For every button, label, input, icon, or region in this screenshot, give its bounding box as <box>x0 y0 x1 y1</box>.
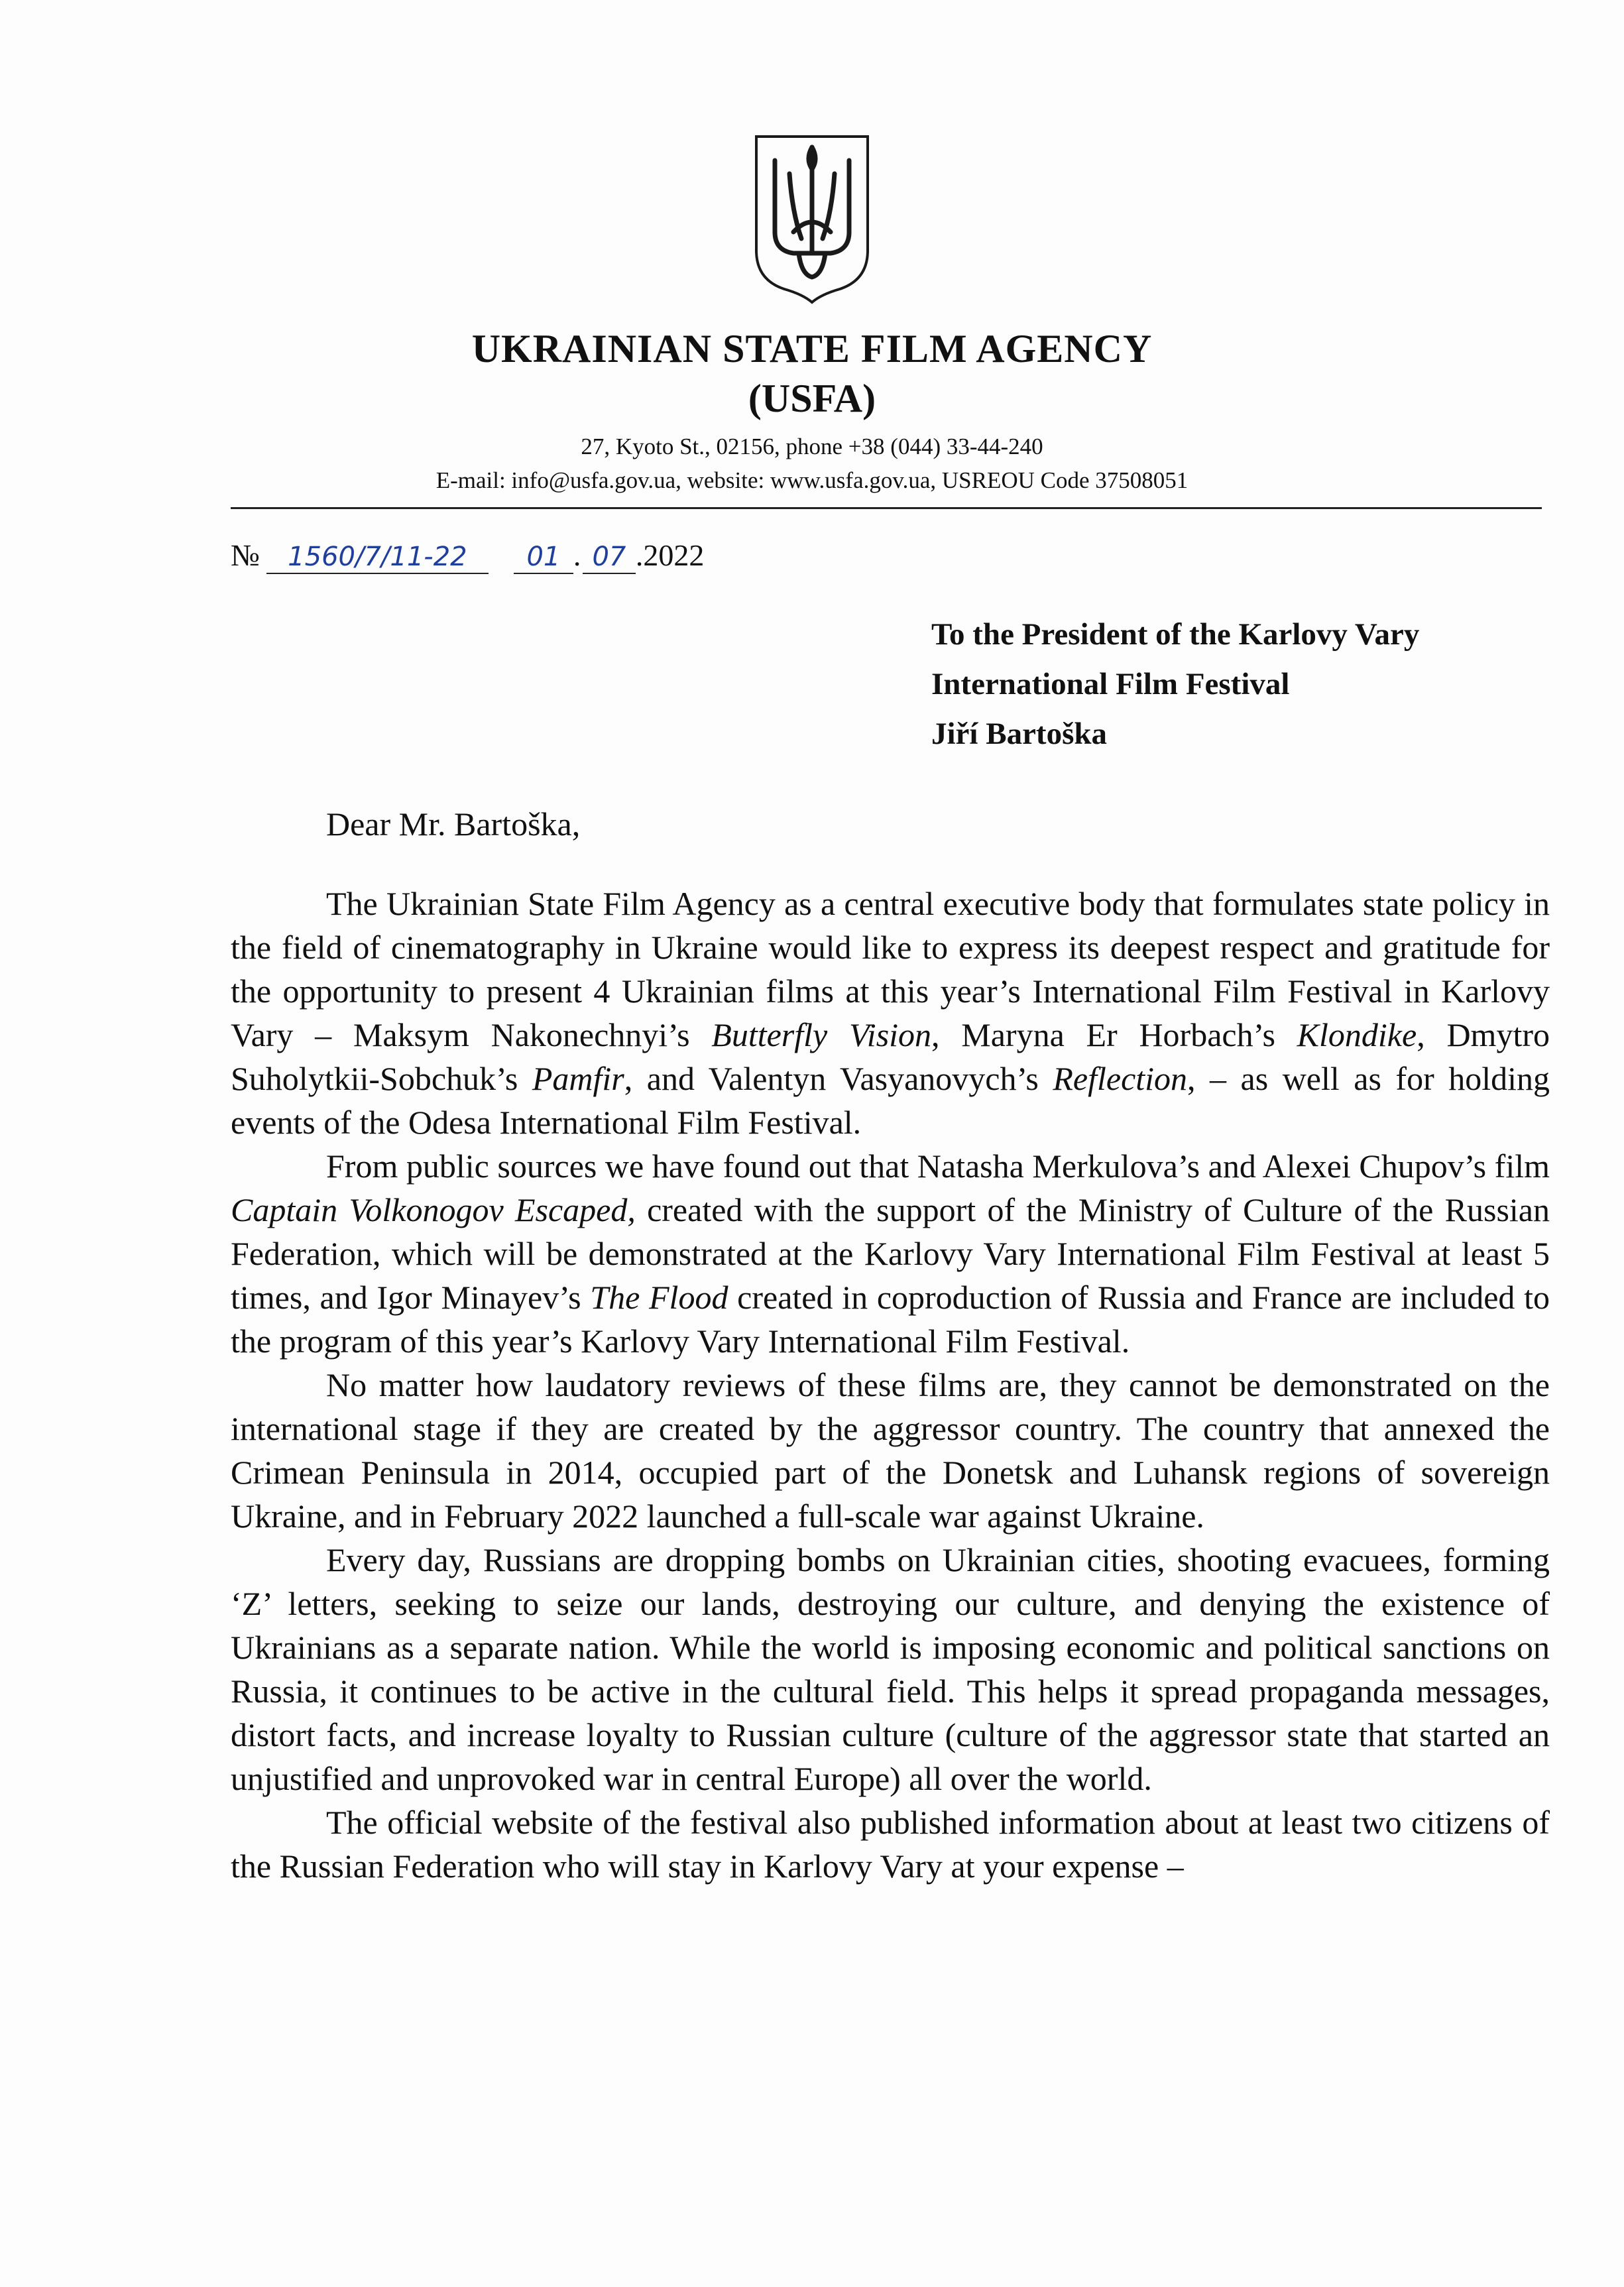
body-paragraph <box>231 1144 1550 1363</box>
film-title: Butterfly Vision <box>711 1016 932 1053</box>
date-year: .2022 <box>635 538 705 572</box>
film-title: Reflection <box>1053 1060 1188 1097</box>
addressee-block <box>931 610 1568 759</box>
agency-name: UKRAINIAN STATE FILM AGENCY <box>471 327 1153 371</box>
body-paragraph: The official website of the festival also published information about at least two citizens of the Russian Federation who will stay in Karlovy Vary at your expense – <box>231 1804 1550 1885</box>
letter-body <box>231 882 1550 1888</box>
body-paragraph: No matter how laudatory reviews of these films are, they cannot be demonstrated on the international stage if they are created by the aggressor country. The country that annexed the Crimean Peninsula in 2014, occupied part of the Donetsk and Luhansk regions of sovereign Ukraine, and in February 2022 launched a full-scale war against Ukraine. <box>231 1366 1550 1535</box>
date-separator: . <box>573 538 581 572</box>
paragraph-text: , Maryna Er Horbach’s <box>931 1016 1297 1053</box>
paragraph-text: , Dmytro Suholytkii-Sobchuk’s <box>231 1016 1550 1097</box>
paragraph-text: , and Valentyn Vasyanovych’s <box>624 1060 1053 1097</box>
addressee-line: International Film Festival <box>931 667 1290 701</box>
handwritten-reference-number: 1560/7/11-22 <box>266 541 489 574</box>
paragraph-text: From public sources we have found out that Natasha Merkulova’s and Alexei Chupov’s film <box>326 1147 1550 1185</box>
film-title: Captain Volkonogov Escaped, <box>231 1191 636 1228</box>
agency-abbreviation: (USFA) <box>748 377 876 420</box>
handwritten-day: 01 <box>514 541 573 574</box>
number-symbol: № <box>231 538 260 572</box>
addressee-line: To the President of the Karlovy Vary <box>931 617 1420 652</box>
body-paragraph <box>231 882 1550 1144</box>
agency-contact-line: E-mail: info@usfa.gov.ua, website: www.usfa.gov.ua, USREOU Code 37508051 <box>435 467 1189 493</box>
film-title: The Flood <box>590 1279 728 1316</box>
addressee-name: Jiří Bartoška <box>931 717 1108 751</box>
trident-coat-of-arms-icon <box>752 133 872 305</box>
paragraph-text: The Ukrainian State Film Agency as a central executive body that formulates state policy in the field of cinematography in Ukraine would like to express its deepest respect and gratitude for the opportunity to present 4 Ukrainian films at this year’s International Film Festival in Karlovy Vary – Maksym Nakonechnyi’s <box>231 885 1550 1053</box>
salutation: Dear Mr. Bartoška, <box>326 805 581 843</box>
reference-number-line <box>231 536 704 575</box>
film-title: Klondike <box>1297 1016 1417 1053</box>
paragraph-text: created with the support of the Ministry of Culture of the Russian Federation, which will be demonstrated at the Karlovy Vary International Film Festival at least 5 times, and Igor Minayev’s <box>231 1191 1550 1316</box>
agency-address: 27, Kyoto St., 02156, phone +38 (044) 33-44-240 <box>581 434 1043 459</box>
handwritten-month: 07 <box>583 541 636 574</box>
paragraph-text: , – as well as for holding events of the Odesa International Film Festival. <box>231 1060 1550 1141</box>
body-paragraph: Every day, Russians are dropping bombs on Ukrainian cities, shooting evacuees, forming ‘Z’ letters, seeking to seize our lands, destroying our culture, and denying the existence of Ukrainians as a separate nation. While the world is imposing economic and political sanctions on Russia, it continues to be active in the cultural field. This helps it spread propaganda messages, distort facts, and increase loyalty to Russian culture (culture of the aggressor state that started an unjustified and unprovoked war in central Europe) all over the world. <box>231 1541 1550 1797</box>
paragraph-text: created in coproduction of Russia and France are included to the program of this year’s Karlovy Vary International Film Festival. <box>231 1279 1550 1360</box>
letterhead-divider <box>231 507 1542 509</box>
film-title: Pamfir <box>532 1060 624 1097</box>
